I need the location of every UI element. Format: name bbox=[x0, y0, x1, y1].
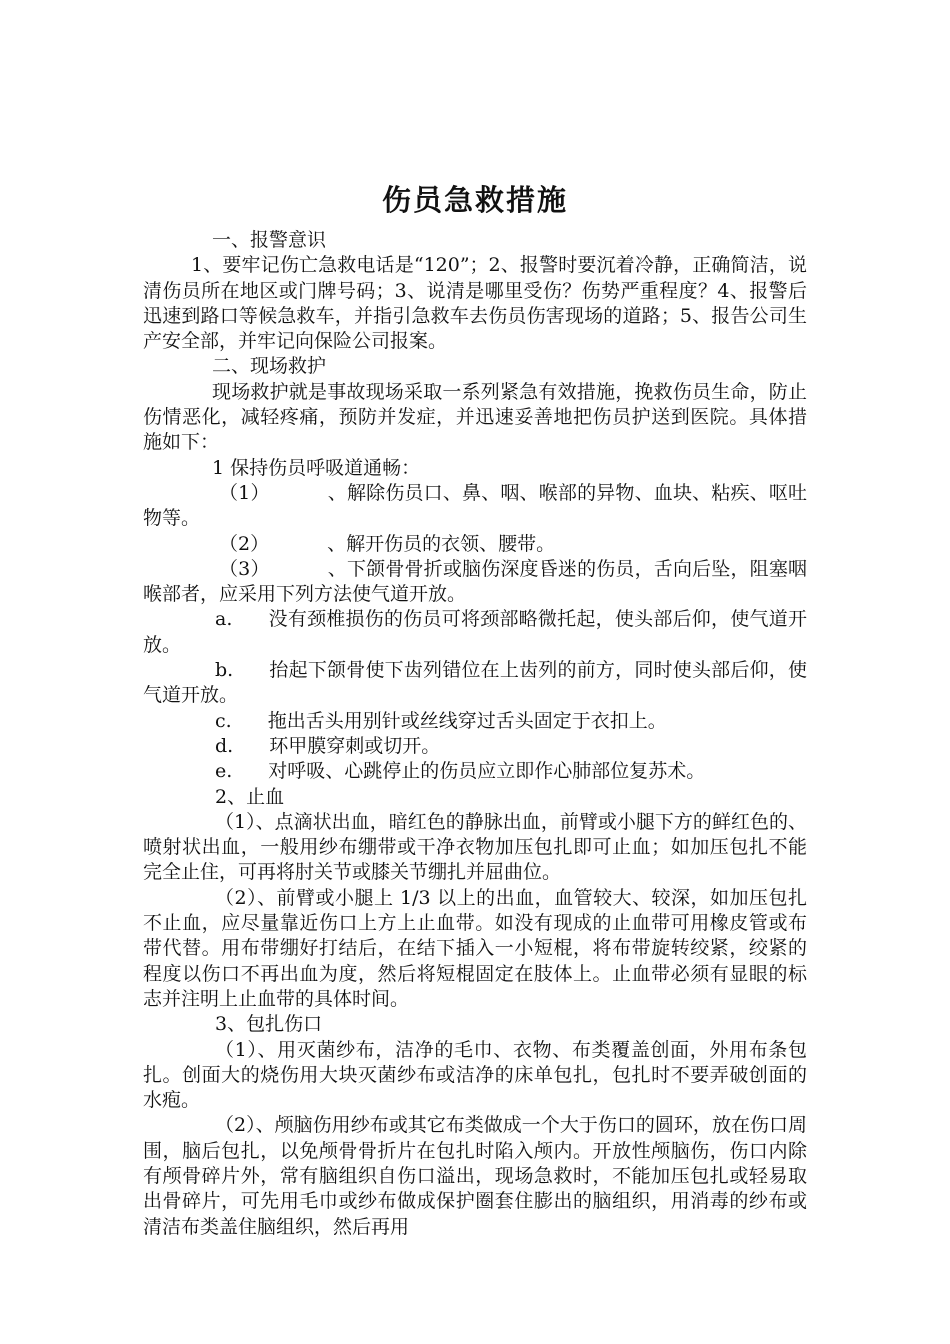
paragraph bbox=[143, 380, 807, 456]
list-marker: （1） bbox=[219, 481, 270, 504]
list-marker: e. bbox=[215, 760, 233, 783]
paragraph-text: 、解开伤员的衣领、腰带。 bbox=[327, 532, 556, 555]
paragraph bbox=[143, 354, 807, 379]
paragraph bbox=[143, 481, 807, 532]
paragraph bbox=[143, 607, 807, 658]
paragraph-text: 、下颌骨骨折或脑伤深度昏迷的伤员，舌向后坠，阻塞咽喉部者，应采用下列方法使气道开放。 bbox=[143, 557, 807, 606]
paragraph bbox=[143, 456, 807, 481]
paragraph-text: 、解除伤员口、鼻、咽、喉部的异物、血块、粘疾、呕吐物等。 bbox=[143, 481, 807, 530]
paragraph bbox=[143, 734, 807, 759]
paragraph-text: 3、包扎伤口 bbox=[215, 1013, 323, 1036]
paragraph bbox=[143, 759, 807, 784]
paragraph-text: （2）、颅脑伤用纱布或其它布类做成一个大于伤口的圆环，放在伤口周围，脑后包扎，以免颅骨骨折片在包扎时陷入颅内。开放性颅脑伤，伤口内除有颅骨碎片外，常有脑组织自伤口溢出，现场急救时，不能加压包扎或轻易取出骨碎片，可先用毛巾或纱布做成保护圈套住膨出的脑组织，用消毒的纱布或清洁布类盖住脑组织，然后再用 bbox=[143, 1114, 807, 1238]
paragraph-text: （1）、点滴状出血，暗红色的静脉出血，前臂或小腿下方的鲜红色的、喷射状出血，一般用纱布绷带或干净衣物加压包扎即可止血；如加压包扎不能完全止住，可再将肘关节或膝关节绷扎并屈曲位。 bbox=[143, 810, 807, 884]
list-marker: （2） bbox=[219, 532, 270, 555]
document-body bbox=[143, 228, 807, 1240]
paragraph-text: 环甲膜穿刺或切开。 bbox=[269, 734, 441, 757]
paragraph-text: 2、止血 bbox=[215, 785, 285, 808]
paragraph-text: 一、报警意识 bbox=[212, 229, 327, 251]
paragraph bbox=[143, 810, 807, 886]
paragraph bbox=[143, 785, 807, 810]
document-page bbox=[143, 178, 807, 1240]
paragraph-text: 现场救护就是事故现场采取一系列紧急有效措施，挽救伤员生命，防止伤情恶化，减轻疼痛，预防并发症，并迅速妥善地把伤员护送到医院。具体措施如下： bbox=[143, 380, 807, 454]
paragraph-text: （2）、前臂或小腿上 1/3 以上的出血，血管较大、较深，如加压包扎不止血，应尽量靠近伤口上方上止血带。如没有现成的止血带可用橡皮管或布带代替。用布带绷好打结后，在结下插入一小短棍，将布带旋转绞紧，绞紧的程度以伤口不再出血为度，然后将短棍固定在肢体上。止血带必须有显眼的标志并注明上止血带的具体时间。 bbox=[143, 886, 807, 1010]
paragraph bbox=[143, 253, 807, 354]
paragraph bbox=[143, 1113, 807, 1239]
paragraph bbox=[143, 228, 807, 253]
paragraph-text: 二、现场救护 bbox=[212, 355, 327, 378]
paragraph-text: 没有颈椎损伤的伤员可将颈部略微托起，使头部后仰，使气道开放。 bbox=[143, 608, 807, 656]
paragraph bbox=[143, 886, 807, 1012]
paragraph-text: 对呼吸、心跳停止的伤员应立即作心肺部位复苏术。 bbox=[268, 760, 706, 783]
paragraph-text: 1、要牢记伤亡急救电话是“120”；2、报警时要沉着冷静，正确简洁，说清伤员所在地区或门牌号码；3、说清是哪里受伤？伤势严重程度？4、报警后迅速到路口等候急救车，并指引急救车去伤员伤害现场的道路；5、报告公司生产安全部，并牢记向保险公司报案。 bbox=[143, 254, 807, 353]
document-title: 伤员急救措施 bbox=[381, 183, 568, 217]
list-marker: b. bbox=[215, 659, 234, 682]
paragraph-text: 1 保持伤员呼吸道通畅： bbox=[212, 456, 421, 479]
list-marker: （3） bbox=[219, 557, 270, 580]
paragraph bbox=[143, 1038, 807, 1114]
paragraph bbox=[143, 557, 807, 608]
paragraph bbox=[143, 532, 807, 557]
list-marker: d. bbox=[215, 734, 234, 757]
paragraph-text: 抬起下颌骨使下齿列错位在上齿列的前方，同时使头部后仰，使气道开放。 bbox=[143, 659, 807, 707]
list-marker: a. bbox=[215, 608, 233, 631]
paragraph bbox=[143, 709, 807, 734]
paragraph-text: 拖出舌头用别针或丝线穿过舌头固定于衣扣上。 bbox=[267, 709, 667, 732]
list-marker: c. bbox=[215, 709, 232, 732]
paragraph-text: （1）、用灭菌纱布，洁净的毛巾、衣物、布类覆盖创面，外用布条包扎。创面大的烧伤用大块灭菌纱布或洁净的床单包扎，包扎时不要弄破创面的水疱。 bbox=[143, 1038, 807, 1112]
paragraph bbox=[143, 658, 807, 709]
paragraph bbox=[143, 1012, 807, 1037]
